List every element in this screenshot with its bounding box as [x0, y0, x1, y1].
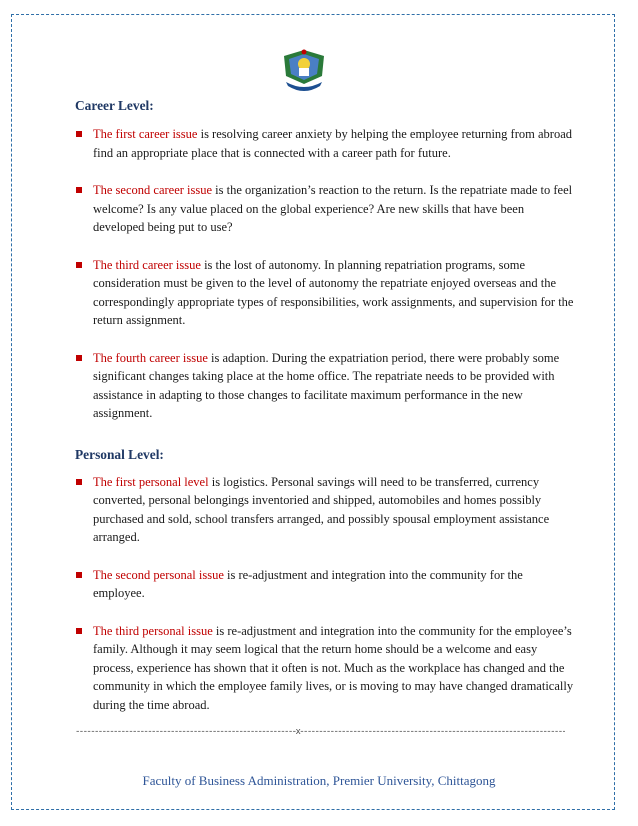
item-highlight: The second career issue	[93, 183, 213, 197]
item-text: is the lost of autonomy. In planning repatriation programs, some consideration must be given to the level of autonomy the repatriate enjoyed overseas and the correspondingly appropriate types of responsibilities, work assignments, and supervision for the return assignment.	[93, 257, 574, 327]
section-heading: Career Level:	[75, 98, 154, 113]
list-item	[75, 622, 575, 715]
item-text: is logistics. Personal savings will need to be transferred, currency converted, personal belongings inventoried and shipped, automobiles and homes possibly purchased and sold, school transfers arranged, and possibly spousal employment assistance arranged.	[93, 474, 550, 544]
list-item	[75, 256, 575, 330]
section-heading: Personal Level:	[75, 446, 164, 462]
item-text: is re-adjustment and integration into the community for the employee’s family. Although it may seem logical that the return home should be a welcome and easy process, experience has shown that it often is not. Much as the workplace has changed and the community in which the employee family lives, or is moving to may have changed dramatically during the time abroad.	[93, 623, 574, 712]
section-career	[75, 98, 575, 423]
item-highlight: The first personal level	[93, 474, 209, 489]
separator-line: ----------------------------------------------------------x----------------------------------------------------------------------	[75, 727, 565, 737]
item-highlight: The third personal issue	[93, 623, 213, 638]
list-item	[75, 125, 575, 162]
square-bullet-icon	[76, 479, 82, 485]
item-text: is resolving career anxiety by helping the employee returning from abroad find an appropriate place that is connected with a career path for future.	[93, 127, 572, 160]
list-item	[75, 473, 575, 547]
list-item	[75, 566, 575, 603]
square-bullet-icon	[76, 355, 82, 361]
document-body	[75, 98, 575, 714]
bullet-list	[75, 125, 575, 423]
item-text: is re-adjustment and integration into the community for the employee.	[93, 567, 523, 600]
university-logo	[272, 46, 336, 98]
square-bullet-icon	[76, 628, 82, 634]
item-text: is adaption. During the expatriation period, there were probably some significant changes taking place at the home office. The repatriate needs to be provided with assistance in adapting to those changes to facilitate maximum performance in the new assignment.	[93, 350, 560, 420]
page-footer: Faculty of Business Administration, Premier University, Chittagong	[142, 773, 496, 788]
square-bullet-icon	[76, 262, 82, 268]
section-personal	[75, 447, 575, 715]
square-bullet-icon	[76, 572, 82, 578]
list-item	[75, 181, 575, 237]
square-bullet-icon	[76, 187, 82, 193]
item-highlight: The first career issue	[93, 127, 198, 141]
square-bullet-icon	[76, 131, 82, 137]
item-text: is the organization’s reaction to the return. Is the repatriate made to feel welcome? Is any value placed on the global experience? Are new skills that have been developed being put to use?	[93, 183, 573, 234]
item-highlight: The second personal issue	[93, 567, 224, 582]
item-highlight: The third career issue	[93, 257, 201, 272]
item-highlight: The fourth career issue	[93, 350, 208, 365]
bullet-list	[75, 473, 575, 715]
list-item	[75, 349, 575, 423]
